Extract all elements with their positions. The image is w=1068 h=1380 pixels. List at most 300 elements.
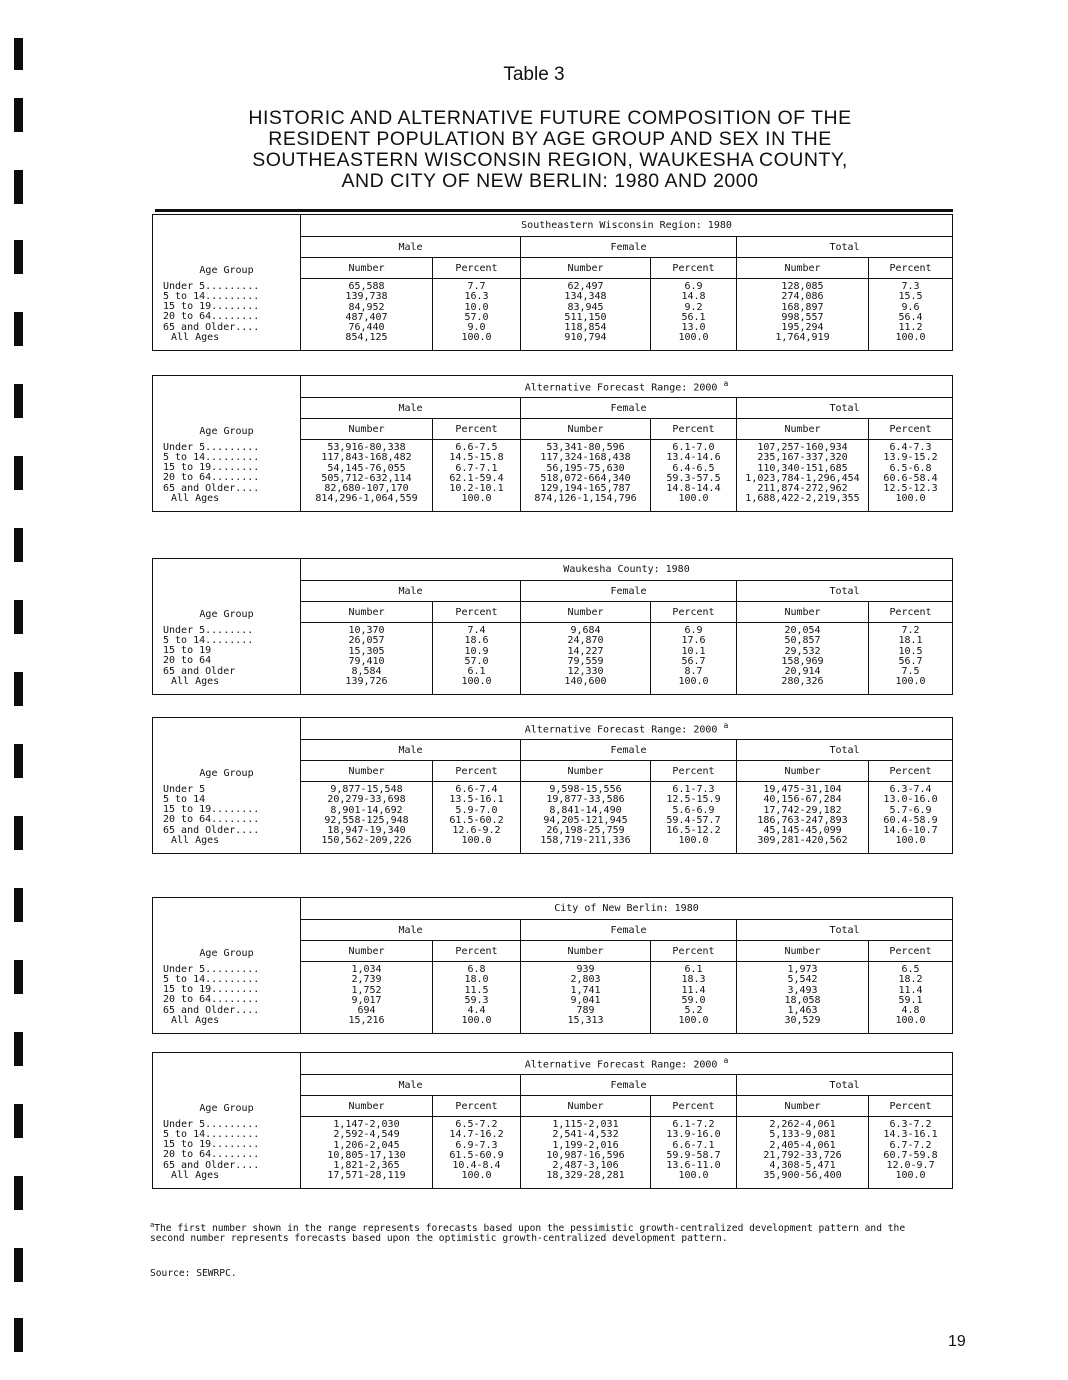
population-table — [152, 214, 953, 351]
female-percent-cell: 56.1 — [681, 311, 706, 323]
total-number-column — [737, 440, 869, 512]
male-percent-cell: 10.4-8.4 — [452, 1160, 501, 1172]
binding-mark — [14, 960, 23, 994]
total-percent-cell: 7.5 — [901, 666, 920, 678]
male-percent-cell: 7.4 — [467, 625, 486, 636]
total-number-cell: 30,529 — [784, 1015, 821, 1027]
female-percent-cell: 59.4-57.7 — [666, 814, 721, 826]
total-number-column — [737, 279, 869, 351]
female-number-cell: 9,598-15,556 — [549, 784, 622, 795]
total-number-cell: 998,557 — [781, 311, 824, 323]
total-percent-cell: 60.7-59.8 — [883, 1149, 938, 1161]
age-group-label: 5 to 14 — [163, 793, 206, 805]
male-number-cell: 54,145-76,055 — [327, 462, 406, 474]
total-percent-cell: 6.3-7.2 — [889, 1119, 932, 1130]
total-number-cell: 1,688,422-2,219,355 — [745, 493, 860, 505]
heading-line: HISTORIC AND ALTERNATIVE FUTURE COMPOSITION OF THE — [248, 107, 852, 129]
number-column-header: Number — [521, 941, 651, 962]
age-group-header-cell — [153, 718, 301, 782]
population-table — [152, 717, 953, 854]
female-percent-column — [651, 1117, 737, 1189]
male-number-cell: 150,562-209,226 — [321, 835, 412, 847]
male-number-cell: 2,739 — [351, 974, 382, 986]
female-number-cell: 79,559 — [567, 655, 604, 667]
male-number-cell: 9,017 — [351, 994, 382, 1006]
age-group-label: 20 to 64........ — [163, 994, 260, 1006]
binding-mark — [14, 816, 23, 850]
male-percent-cell: 9.0 — [467, 322, 486, 334]
total-number-cell: 5,133-9,081 — [769, 1129, 836, 1141]
female-percent-cell: 17.6 — [681, 635, 706, 647]
number-column-header: Number — [301, 941, 433, 962]
age-group-label: 20 to 64........ — [163, 472, 260, 484]
total-percent-cell: 6.5-6.8 — [889, 462, 932, 474]
table-caption-text: Alternative Forecast Range: 2000 — [524, 724, 718, 736]
total-percent-cell: 9.6 — [901, 301, 920, 313]
male-percent-cell: 13.5-16.1 — [449, 794, 504, 806]
male-percent-cell: 6.6-7.5 — [455, 442, 498, 453]
female-percent-cell: 100.0 — [678, 676, 709, 688]
number-column-header: Number — [737, 761, 869, 782]
number-column-header: Number — [301, 419, 433, 440]
percent-column-header: Percent — [869, 941, 953, 962]
table-caption — [301, 898, 953, 920]
female-percent-cell: 59.0 — [681, 994, 706, 1006]
female-percent-cell: 6.6-7.1 — [672, 1139, 715, 1151]
total-number-cell: 17,742-29,182 — [763, 804, 842, 816]
age-group-label: All Ages — [171, 331, 220, 343]
total-percent-cell: 13.0-16.0 — [883, 794, 938, 806]
total-header: Total — [737, 1075, 953, 1096]
total-number-cell: 168,897 — [781, 301, 824, 313]
female-header: Female — [521, 740, 737, 761]
total-number-cell: 195,294 — [781, 322, 824, 334]
binding-mark — [14, 600, 23, 634]
total-percent-cell: 14.6-10.7 — [883, 825, 938, 837]
age-group-label: 5 to 14......... — [163, 451, 260, 463]
total-number-cell: 35,900-56,400 — [763, 1170, 842, 1182]
male-number-cell: 1,206-2,045 — [333, 1139, 400, 1151]
total-percent-cell: 14.3-16.1 — [883, 1129, 938, 1141]
age-group-label: 20 to 64........ — [163, 1149, 260, 1161]
age-group-label: 5 to 14......... — [163, 973, 260, 985]
total-number-cell: 20,914 — [784, 666, 821, 678]
male-number-cell: 139,738 — [345, 291, 388, 303]
table-caption-text: City of New Berlin: 1980 — [554, 903, 699, 914]
total-percent-cell: 18.1 — [898, 635, 923, 647]
total-number-cell: 1,463 — [787, 1005, 818, 1017]
female-percent-cell: 13.4-14.6 — [666, 452, 721, 464]
footnote-marker: a — [150, 1221, 155, 1229]
male-number-cell: 1,034 — [351, 964, 382, 975]
male-percent-cell: 10.9 — [464, 645, 489, 657]
male-number-cell: 8,584 — [351, 666, 382, 678]
male-header: Male — [301, 740, 521, 761]
age-group-label: 20 to 64 — [163, 655, 212, 667]
female-number-cell: 19,877-33,586 — [546, 794, 625, 806]
female-percent-cell: 59.3-57.5 — [666, 472, 721, 484]
percent-column-header: Percent — [869, 1096, 953, 1117]
female-number-cell: 26,198-25,759 — [546, 825, 625, 837]
total-percent-cell: 100.0 — [895, 1170, 926, 1182]
binding-mark — [14, 1104, 23, 1138]
heading-line: SOUTHEASTERN WISCONSIN REGION, WAUKESHA COUNTY, — [252, 149, 848, 171]
age-group-header: Age Group — [199, 767, 254, 779]
male-number-cell: 505,712-632,114 — [321, 472, 412, 484]
age-group-label: All Ages — [171, 1169, 220, 1181]
page-title: Table 3 — [503, 64, 565, 85]
binding-mark — [14, 528, 23, 562]
age-group-label: 20 to 64........ — [163, 814, 260, 826]
female-percent-cell: 14.8 — [681, 291, 706, 303]
male-percent-cell: 10.2-10.1 — [449, 483, 504, 495]
percent-column-header: Percent — [433, 602, 521, 623]
male-header: Male — [301, 920, 521, 941]
percent-column-header: Percent — [651, 1096, 737, 1117]
total-number-cell: 107,257-160,934 — [757, 442, 848, 453]
female-number-cell: 518,072-664,340 — [540, 472, 631, 484]
male-header: Male — [301, 1075, 521, 1096]
male-number-cell: 1,752 — [351, 984, 382, 996]
total-number-cell: 280,326 — [781, 676, 824, 688]
number-column-header: Number — [301, 761, 433, 782]
age-group-header-cell — [153, 1053, 301, 1117]
female-number-column — [521, 279, 651, 351]
female-header: Female — [521, 920, 737, 941]
male-number-cell: 20,279-33,698 — [327, 794, 406, 806]
male-percent-cell: 6.5-7.2 — [455, 1119, 498, 1130]
male-number-cell: 139,726 — [345, 676, 388, 688]
total-percent-cell: 12.0-9.7 — [886, 1160, 935, 1172]
female-number-column — [521, 782, 651, 854]
percent-column-header: Percent — [433, 761, 521, 782]
female-number-cell: 62,497 — [567, 281, 604, 292]
male-percent-column — [433, 623, 521, 695]
male-number-column — [301, 440, 433, 512]
female-number-cell: 117,324-168,438 — [540, 452, 631, 464]
total-percent-cell: 60.6-58.4 — [883, 472, 938, 484]
population-table — [152, 375, 953, 512]
female-number-cell: 9,041 — [570, 994, 601, 1006]
male-percent-cell: 7.7 — [467, 281, 486, 292]
total-number-cell: 274,086 — [781, 291, 824, 303]
female-percent-cell: 5.6-6.9 — [672, 804, 715, 816]
age-group-label: 65 and Older.... — [163, 482, 260, 494]
male-number-cell: 854,125 — [345, 332, 388, 344]
female-number-column — [521, 623, 651, 695]
male-percent-cell: 16.3 — [464, 291, 489, 303]
number-column-header: Number — [521, 1096, 651, 1117]
percent-column-header: Percent — [433, 941, 521, 962]
age-group-label: 65 and Older.... — [163, 321, 260, 333]
binding-mark — [14, 98, 23, 132]
page-number: 19 — [948, 1333, 966, 1350]
total-percent-column — [869, 1117, 953, 1189]
male-percent-cell: 6.9-7.3 — [455, 1139, 498, 1151]
table-caption-text: Southeastern Wisconsin Region: 1980 — [521, 220, 732, 231]
female-number-cell: 1,199-2,016 — [552, 1139, 619, 1151]
female-number-cell: 874,126-1,154,796 — [534, 493, 637, 505]
female-percent-cell: 6.9 — [684, 281, 703, 292]
footnote — [150, 1220, 942, 1244]
female-percent-column — [651, 782, 737, 854]
heading-line: RESIDENT POPULATION BY AGE GROUP AND SEX IN THE — [268, 128, 832, 150]
percent-column-header: Percent — [433, 419, 521, 440]
female-percent-cell: 13.6-11.0 — [666, 1160, 721, 1172]
binding-mark — [14, 672, 23, 706]
binding-mark — [14, 456, 23, 490]
total-number-cell: 2,405-4,061 — [769, 1139, 836, 1151]
table-caption — [301, 376, 953, 398]
binding-mark — [14, 1032, 23, 1066]
age-group-column — [153, 782, 301, 854]
total-percent-column — [869, 782, 953, 854]
total-percent-column — [869, 440, 953, 512]
number-column-header: Number — [737, 258, 869, 279]
female-number-cell: 1,741 — [570, 984, 601, 996]
male-percent-cell: 6.8 — [467, 964, 486, 975]
age-group-header: Age Group — [199, 947, 254, 959]
male-number-cell: 1,821-2,365 — [333, 1160, 400, 1172]
female-header: Female — [521, 398, 737, 419]
male-number-cell: 92,558-125,948 — [324, 814, 409, 826]
age-group-label: All Ages — [171, 492, 220, 504]
total-percent-cell: 59.1 — [898, 994, 923, 1006]
heading-line: AND CITY OF NEW BERLIN: 1980 AND 2000 — [341, 170, 759, 192]
total-number-cell: 21,792-33,726 — [763, 1149, 842, 1161]
footnote-text: The first number shown in the range represents forecasts based upon the pessimistic growth-centralized development pattern and the second number represents forecasts based upon the optimistic growth-centralized development pattern. — [150, 1223, 906, 1245]
age-group-label: 65 and Older.... — [163, 824, 260, 836]
age-group-label: 15 to 19........ — [163, 1139, 260, 1151]
female-percent-cell: 12.5-15.9 — [666, 794, 721, 806]
male-number-cell: 487,407 — [345, 311, 388, 323]
binding-mark — [14, 384, 23, 418]
age-group-header: Age Group — [199, 1102, 254, 1114]
female-percent-cell: 6.9 — [684, 625, 703, 636]
male-percent-cell: 4.4 — [467, 1005, 486, 1017]
male-number-cell: 9,877-15,548 — [330, 784, 403, 795]
age-group-label: Under 5......... — [163, 1118, 260, 1130]
female-number-cell: 24,870 — [567, 635, 604, 647]
male-number-cell: 15,305 — [348, 645, 385, 657]
total-header: Total — [737, 920, 953, 941]
age-group-label: 65 and Older.... — [163, 1159, 260, 1171]
female-percent-cell: 56.7 — [681, 655, 706, 667]
male-percent-cell: 100.0 — [461, 493, 492, 505]
female-percent-cell: 100.0 — [678, 493, 709, 505]
binding-mark — [14, 312, 23, 346]
male-percent-cell: 18.0 — [464, 974, 489, 986]
male-percent-cell: 61.5-60.2 — [449, 814, 504, 826]
caption-footnote-marker: a — [723, 379, 729, 389]
percent-column-header: Percent — [869, 258, 953, 279]
number-column-header: Number — [301, 258, 433, 279]
total-header: Total — [737, 398, 953, 419]
male-percent-cell: 61.5-60.9 — [449, 1149, 504, 1161]
age-group-header: Age Group — [199, 264, 254, 276]
male-number-column — [301, 1117, 433, 1189]
total-percent-cell: 6.7-7.2 — [889, 1139, 932, 1151]
total-percent-column — [869, 279, 953, 351]
female-percent-cell: 10.1 — [681, 645, 706, 657]
total-number-cell: 1,023,784-1,296,454 — [745, 472, 860, 484]
percent-column-header: Percent — [433, 1096, 521, 1117]
male-percent-cell: 11.5 — [464, 984, 489, 996]
male-number-cell: 18,947-19,340 — [327, 825, 406, 837]
male-percent-cell: 10.0 — [464, 301, 489, 313]
percent-column-header: Percent — [651, 258, 737, 279]
female-percent-cell: 100.0 — [678, 1170, 709, 1182]
female-percent-cell: 100.0 — [678, 332, 709, 344]
age-group-label: Under 5......... — [163, 441, 260, 453]
male-number-cell: 17,571-28,119 — [327, 1170, 406, 1182]
caption-footnote-marker: a — [723, 1056, 729, 1066]
female-number-cell: 2,803 — [570, 974, 601, 986]
age-group-label: 15 to 19........ — [163, 301, 260, 313]
male-percent-cell: 100.0 — [461, 835, 492, 847]
age-group-label: All Ages — [171, 834, 220, 846]
male-percent-cell: 100.0 — [461, 1170, 492, 1182]
female-number-cell: 118,854 — [564, 322, 607, 334]
total-percent-cell: 100.0 — [895, 676, 926, 688]
number-column-header: Number — [301, 602, 433, 623]
male-number-cell: 65,588 — [348, 281, 385, 292]
male-percent-cell: 57.0 — [464, 311, 489, 323]
male-number-cell: 10,370 — [348, 625, 385, 636]
female-number-cell: 15,313 — [567, 1015, 604, 1027]
female-number-cell: 910,794 — [564, 332, 607, 344]
total-percent-cell: 18.2 — [898, 974, 923, 986]
male-number-cell: 84,952 — [348, 301, 385, 313]
male-percent-column — [433, 440, 521, 512]
male-number-cell: 79,410 — [348, 655, 385, 667]
age-group-header-cell — [153, 376, 301, 440]
male-percent-column — [433, 1117, 521, 1189]
total-percent-cell: 7.3 — [901, 281, 920, 292]
age-group-header: Age Group — [199, 608, 254, 620]
total-number-cell: 50,857 — [784, 635, 821, 647]
age-group-label: 15 to 19........ — [163, 462, 260, 474]
percent-column-header: Percent — [869, 761, 953, 782]
percent-column-header: Percent — [869, 602, 953, 623]
female-number-cell: 10,987-16,596 — [546, 1149, 625, 1161]
female-number-cell: 1,115-2,031 — [552, 1119, 619, 1130]
total-number-column — [737, 962, 869, 1034]
number-column-header: Number — [737, 941, 869, 962]
population-table — [152, 897, 953, 1034]
total-number-cell: 19,475-31,104 — [763, 784, 842, 795]
male-number-cell: 53,916-80,338 — [327, 442, 406, 453]
total-number-cell: 45,145-45,099 — [763, 825, 842, 837]
percent-column-header: Percent — [869, 419, 953, 440]
total-percent-cell: 100.0 — [895, 835, 926, 847]
table-caption — [301, 559, 953, 581]
female-number-cell: 158,719-211,336 — [540, 835, 631, 847]
source-note: Source: SEWRPC. — [150, 1268, 237, 1279]
total-percent-cell: 12.5-12.3 — [883, 483, 938, 495]
table-caption-text: Alternative Forecast Range: 2000 — [524, 1059, 718, 1071]
number-column-header: Number — [521, 258, 651, 279]
male-percent-column — [433, 782, 521, 854]
male-number-cell: 10,805-17,130 — [327, 1149, 406, 1161]
total-header: Total — [737, 581, 953, 602]
male-percent-cell: 6.6-7.4 — [455, 784, 498, 795]
total-number-cell: 40,156-67,284 — [763, 794, 842, 806]
total-number-cell: 1,764,919 — [775, 332, 830, 344]
female-percent-cell: 5.2 — [684, 1005, 703, 1017]
age-group-header-cell — [153, 559, 301, 623]
population-table — [152, 558, 953, 695]
male-header: Male — [301, 581, 521, 602]
total-percent-cell: 13.9-15.2 — [883, 452, 938, 464]
female-number-cell: 83,945 — [567, 301, 604, 313]
age-group-column — [153, 279, 301, 351]
female-percent-cell: 8.7 — [684, 666, 703, 678]
male-number-cell: 15,216 — [348, 1015, 385, 1027]
total-number-column — [737, 1117, 869, 1189]
age-group-label: All Ages — [171, 1014, 220, 1026]
female-number-cell: 18,329-28,281 — [546, 1170, 625, 1182]
total-percent-cell: 6.4-7.3 — [889, 442, 932, 453]
total-percent-cell: 56.7 — [898, 655, 923, 667]
total-percent-column — [869, 962, 953, 1034]
age-group-header-cell — [153, 215, 301, 279]
female-percent-column — [651, 623, 737, 695]
page-heading — [150, 108, 950, 192]
total-percent-cell: 5.7-6.9 — [889, 804, 932, 816]
female-number-cell: 56,195-75,630 — [546, 462, 625, 474]
male-percent-cell: 100.0 — [461, 332, 492, 344]
total-number-cell: 110,340-151,685 — [757, 462, 848, 474]
number-column-header: Number — [737, 1096, 869, 1117]
age-group-column — [153, 623, 301, 695]
female-number-cell: 129,194-165,787 — [540, 483, 631, 495]
table-caption-text: Alternative Forecast Range: 2000 — [524, 382, 718, 394]
female-percent-cell: 100.0 — [678, 835, 709, 847]
total-number-cell: 158,969 — [781, 655, 824, 667]
male-header: Male — [301, 398, 521, 419]
total-number-cell: 5,542 — [787, 974, 818, 986]
binding-mark — [14, 240, 23, 274]
binding-mark — [14, 1318, 23, 1352]
female-percent-cell: 11.4 — [681, 984, 706, 996]
age-group-label: Under 5......... — [163, 280, 260, 292]
total-percent-cell: 100.0 — [895, 332, 926, 344]
age-group-label: 65 and Older.... — [163, 1004, 260, 1016]
total-percent-cell: 4.8 — [901, 1005, 920, 1017]
female-percent-cell: 13.0 — [681, 322, 706, 334]
female-number-cell: 8,841-14,490 — [549, 804, 622, 816]
total-percent-cell: 7.2 — [901, 625, 920, 636]
number-column-header: Number — [521, 761, 651, 782]
total-percent-cell: 6.3-7.4 — [889, 784, 932, 795]
age-group-label: Under 5 — [163, 783, 206, 795]
total-number-cell: 1,973 — [787, 964, 818, 975]
female-number-cell: 2,541-4,532 — [552, 1129, 619, 1141]
age-group-column — [153, 962, 301, 1034]
age-group-label: 20 to 64........ — [163, 311, 260, 323]
female-percent-cell: 13.9-16.0 — [666, 1129, 721, 1141]
male-header: Male — [301, 237, 521, 258]
male-number-column — [301, 782, 433, 854]
age-group-label: Under 5......... — [163, 963, 260, 975]
percent-column-header: Percent — [651, 602, 737, 623]
percent-column-header: Percent — [433, 258, 521, 279]
male-number-cell: 1,147-2,030 — [333, 1119, 400, 1130]
male-number-cell: 76,440 — [348, 322, 385, 334]
table-caption — [301, 215, 953, 237]
female-percent-cell: 59.9-58.7 — [666, 1149, 721, 1161]
